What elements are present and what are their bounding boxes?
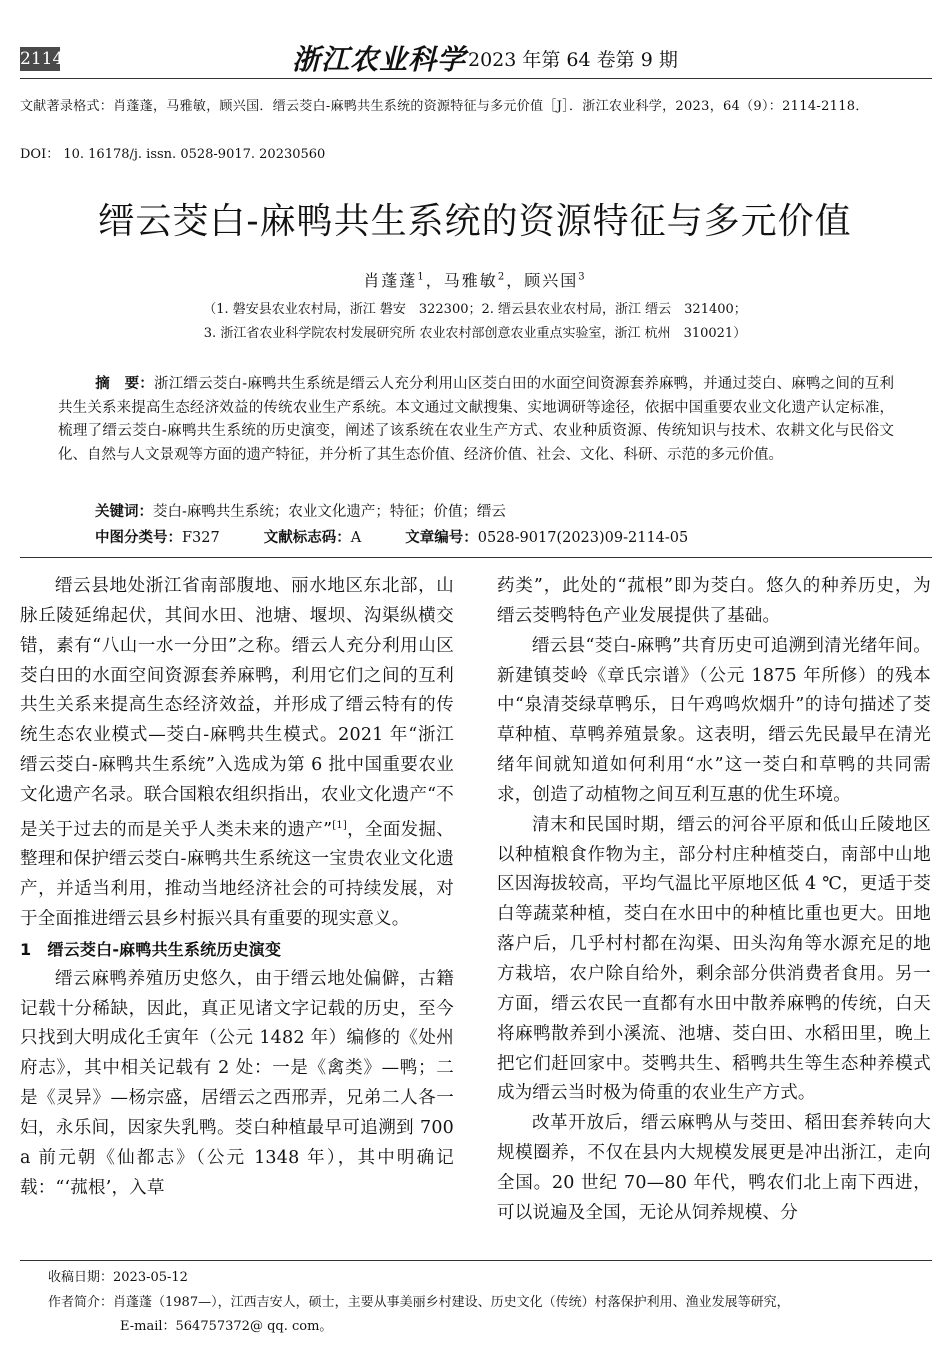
classification-line	[95, 526, 732, 547]
body-column-left	[20, 572, 454, 1204]
doi: DOI： 10. 16178/j. issn. 0528-9017. 20230560	[20, 147, 326, 162]
journal-logo: 浙江农业科学	[292, 43, 467, 76]
author-name: 肖蓬蓬	[363, 271, 418, 290]
page-header	[0, 0, 950, 80]
body-column-right	[497, 572, 931, 1229]
citation-format: 文献著录格式：肖蓬蓬，马雅敏，顾兴国．缙云茭白-麻鸭共生系统的资源特征与多元价值［J］．浙江农业科学，2023，64（9）：2114-2118．	[20, 99, 869, 114]
author-email: E-mail：564757372@ qq. com。	[120, 1319, 333, 1334]
body-paragraph: 缙云县“茭白-麻鸭”共育历史可追溯到清光绪年间。新建镇茭岭《章氏宗谱》（公元 1875 年所修）的残本中“泉清茭绿草鸭乐，日午鸡鸣炊烟升”的诗句描述了茭草种植、草鸭养殖景象。这表明，缙云先民最早在清光绪年间就知道如何利用“水”这一茭白和草鸭的共同需求，创造了动植物之间互利互惠的优生环境。	[497, 635, 931, 805]
abstract-text: 浙江缙云茭白-麻鸭共生系统是缙云人充分利用山区茭白田的水面空间资源套养麻鸭，并通过茭白、麻鸭之间的互利共生关系来提高生态经济效益的传统农业生产系统。本文通过文献搜集、实地调研等途径，依据中国重要农业文化遗产认定标准，梳理了缙云茭白-麻鸭共生系统的历史演变，阐述了该系统在农业生产方式、农业种质资源、传统知识与技术、农耕文化与民俗文化、自然与人文景观等方面的遗产特征，并分析了其生态价值、经济价值、社会、文化、科研、示范的多元价值。	[58, 376, 894, 463]
clc-value: F327	[182, 530, 220, 546]
clc-label: 中图分类号：	[95, 530, 182, 546]
article-no-value: 0528-9017(2023)09-2114-05	[477, 530, 689, 546]
affiliation-line-2: 3. 浙江省农业科学院农村发展研究所 农业农村部创意农业重点实验室，浙江 杭州 310021）	[203, 326, 747, 341]
doc-code-label: 文献标志码：	[263, 530, 351, 546]
keywords-label: 关键词：	[95, 504, 153, 520]
paragraph-text: ，全面发掘、整理和保护缙云茭白-麻鸭共生系统这一宝贵农业文化遗产，并适当利用，推动当地经济社会的可持续发展，对于全面推进缙云县乡村振兴具有重要的现实意义。	[20, 819, 455, 930]
footnote-divider	[20, 1260, 932, 1261]
author-sup: 2	[497, 271, 507, 283]
section-heading: 1 缙云茭白-麻鸭共生系统历史演变	[20, 939, 282, 959]
article-no-label: 文章编号：	[405, 530, 478, 546]
author-sup: 1	[417, 271, 426, 283]
affiliation-line-1: （1. 磐安县农业农村局，浙江 磐安 322300；2. 缙云县农业农村局，浙江 缙云 321400；	[203, 302, 747, 317]
body-paragraph	[20, 572, 454, 935]
doc-code-value: A	[350, 530, 362, 546]
body-paragraph: 改革开放后，缙云麻鸭从与茭田、稻田套养转向大规模圈养，不仅在县内大规模发展更是冲出浙江，走向全国。20 世纪 70—80 年代，鸭农们北上南下西进，可以说遍及全国，无论从饲养规模、分	[497, 1113, 931, 1223]
keywords	[95, 500, 506, 521]
author-name: 顾兴国	[524, 271, 579, 290]
received-date: 收稿日期：2023-05-12	[48, 1270, 188, 1285]
abstract	[58, 373, 894, 467]
issue-info: 2023 年第 64 卷第 9 期	[468, 49, 678, 71]
reference-mark: [1]	[332, 819, 348, 831]
header-divider	[20, 78, 932, 79]
body-paragraph: 清末和民国时期，缙云的河谷平原和低山丘陵地区以种植粮食作物为主，部分村庄种植茭白，南部中山地区因海拔较高，平均气温比平原地区低 4 ℃，更适于茭白等蔬菜种植，茭白在水田中的种植比重也更大。田地落户后，几乎村村都在沟渠、田头沟角等水源充足的地方栽培，农户除自给外，剩余部分供消费者食用。另一方面，缙云农民一直都有水田中散养麻鸭的传统，白天将麻鸭散养到小溪流、池塘、茭白田、水稻田里，晚上把它们赶回家中。茭鸭共生、稻鸭共生等生态种养模式成为缙云当时极为倚重的农业生产方式。	[497, 814, 931, 1104]
body-paragraph: 缙云麻鸭养殖历史悠久，由于缙云地处偏僻，古籍记载十分稀缺，因此，真正见诸文字记载的历史，至今只找到大明成化壬寅年（公元 1482 年）编修的《处州府志》，其中相关记载有 2 处：一是《禽类》—鸭；二是《灵异》—杨宗盛，居缙云之西邢弄，兄弟二人各一妇，永乐间，因家失乳鸭。茭白种植最早可追溯到 700 a 前元朝《仙都志》（公元 1348 年），其中明确记载：“‘菰根’，入草	[20, 968, 454, 1198]
keywords-text: 茭白-麻鸭共生系统；农业文化遗产；特征；价值；缙云	[153, 504, 506, 520]
article-title: 缙云茭白-麻鸭共生系统的资源特征与多元价值	[98, 201, 852, 242]
author-bio: 作者简介：肖蓬蓬（1987—），江西吉安人，硕士，主要从事美丽乡村建设、历史文化（传统）村落保护利用、渔业发展等研究，	[48, 1295, 790, 1310]
abstract-divider	[20, 557, 932, 558]
author-sup: 3	[578, 271, 587, 283]
body-paragraph: 药类”，此处的“菰根”即为茭白。悠久的种养历史，为缙云茭鸭特色产业发展提供了基础。	[497, 576, 931, 626]
paragraph-text: 缙云县地处浙江省南部腹地、丽水地区东北部，山脉丘陵延绵起伏，其间水田、池塘、堰坝、沟渠纵横交错，素有“八山一水一分田”之称。缙云人充分利用山区茭白田的水面空间资源套养麻鸭，利用它们之间的互利共生关系来提高生态经济效益，并形成了缙云特有的传统生态农业模式—茭白-麻鸭共生模式。2021 年“浙江缙云茭白-麻鸭共生系统”入选成为第 6 批中国重要农业文化遗产名录。联合国粮农组织指出，农业文化遗产“不是关于过去的而是关乎人类未来的遗产”	[20, 576, 454, 840]
author-name: 马雅敏	[443, 271, 498, 290]
author-list: 肖蓬蓬$^1$，马雅敏$^2$，顾兴国$^3$	[363, 271, 587, 290]
page-number: 2114	[20, 49, 64, 69]
abstract-label: 摘 要：	[95, 376, 155, 392]
